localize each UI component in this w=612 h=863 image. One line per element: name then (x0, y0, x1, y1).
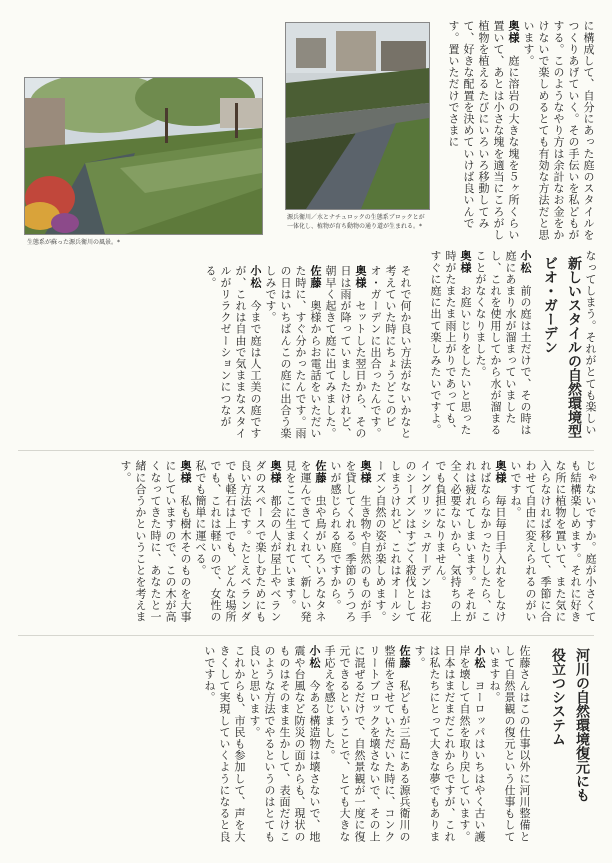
section-heading-river-restoration: 河川の自然環境復元にも 役立つシステム (550, 648, 590, 802)
photo-caption-1: 生態系が蘇った源兵衛川の風景。* (27, 239, 121, 246)
river-photo-stone-bank (285, 22, 430, 210)
article-column-middle-tier: じゃないですか。庭が小さくても結構楽しめます。それに好きな所に植物を置いて、また気に入らなければ移して、季節に合わせて自由に変えられるのがいいですね。 奥様 毎日毎日手入れをしなければならなかったりしたら、これは疲れてしまいます。それが全く必要ないから、気持ちの上でも負担になりません。 イングリッシュガーデンはお花のシーズンはすごく殺伐としてしまうけれど、これはオールシーズン自然の姿が楽しめます。 奥様 生き物や自然のものが手を貸してくれる。季節のうつろいが感じられる庭ですから。 佐藤 虫や鳥がいろいろなタネを運んできてくれて、新しい発見をここに生まれています。 奥様 都会の人が屋上やベランダのスペースで楽しむためにも良い方法です。たとえベランダでも軽石は上でも、どんな場所でも、これは軽いので、女性の私でも簡単に運べる。 奥様 私も樹木そのものを大事にしていますので、この木が高くなってきた時に、あなたと一緒に合うかということを考えます。 (119, 460, 597, 623)
article-column-top-edge: なってしまう。それがとても楽しい (584, 250, 597, 436)
article-column-top-right: に構成して、自分にあった庭のスタイルをつくりあげていく。その手伝いを私どもがする。このようなやり方は余計なお金をかけないで楽しめるとても有効な方法だと思います。 奥様 庭に溶岩の大きな塊を５ヶ所くらい置いて、あとは小さな塊を適当にころがし植物を植えるたびにいろいろ移動してみて、好きな配置を決めていけば良いんです。置いただけでさまに (447, 20, 595, 241)
tier-divider-bottom (18, 635, 594, 636)
section-heading-new-style: 新しいスタイルの自然環境型 ビオ・ガーデン (542, 256, 582, 438)
river-photo-cherry-trees (24, 77, 263, 235)
article-column-top-left: それで何か良い方法がないかなと考えていた時にちょうどこのビオ・ガーデンに出合ったんです。 奥様 セットした翌日から、その日は雨が降っていましたけれど、朝早く起きて庭に出てみました。 佐藤 奥様からお電話をいただいた時に、すぐ分かったんです。雨の日はいちばんこの庭に出合う楽しみです。 小松 今まで庭は人工美の庭ですが、これは自由で気ままなスタイルがリラクゼーションにつながる。 (204, 265, 412, 440)
photo-caption-2: 源兵衛川／水とナチュロックの生態系ブロックとが一体化し、植物が育ち動物の通り道が生まれる。* (287, 214, 425, 230)
article-column-top-middle: 小松 前の庭は土だけで、その時は庭にあまり水が溜まっていましたし、これを使用してから水が溜まることがなくなりました。 奥様 お庭いじりをしたいと思った時がたまたま雨上がりであっても、すぐに庭に出て楽しみたいですよ。 (429, 250, 532, 436)
article-column-bottom-tier: 佐藤さんはこの仕事以外に河川整備として自然景観の復元という仕事もしていますね。 小松 ヨーロッパはいちはやく古い護岸を壊して自然を取り戻しています。日本はまだまだこれからですが、これは私たちにとって大きな夢でもあります。 佐藤 私どもが三島にある源兵衛川の整備をさせていただいた時に、コンクリートブロックを壊さないで、その上に混ぜるだけで、自然景観が一度に復元できるということで、とても大きな手応えを感じました。 小松 今ある構造物は壊さないで、地震や台風など防災の面からも、現状のものはそのまま生かして、表面だけこのような方法でやるというのはとても良いと思います。 これからも、市民も参加して、声を大きくして実現していくようになると良いですね。 (203, 645, 531, 843)
tier-divider-top (18, 450, 594, 451)
